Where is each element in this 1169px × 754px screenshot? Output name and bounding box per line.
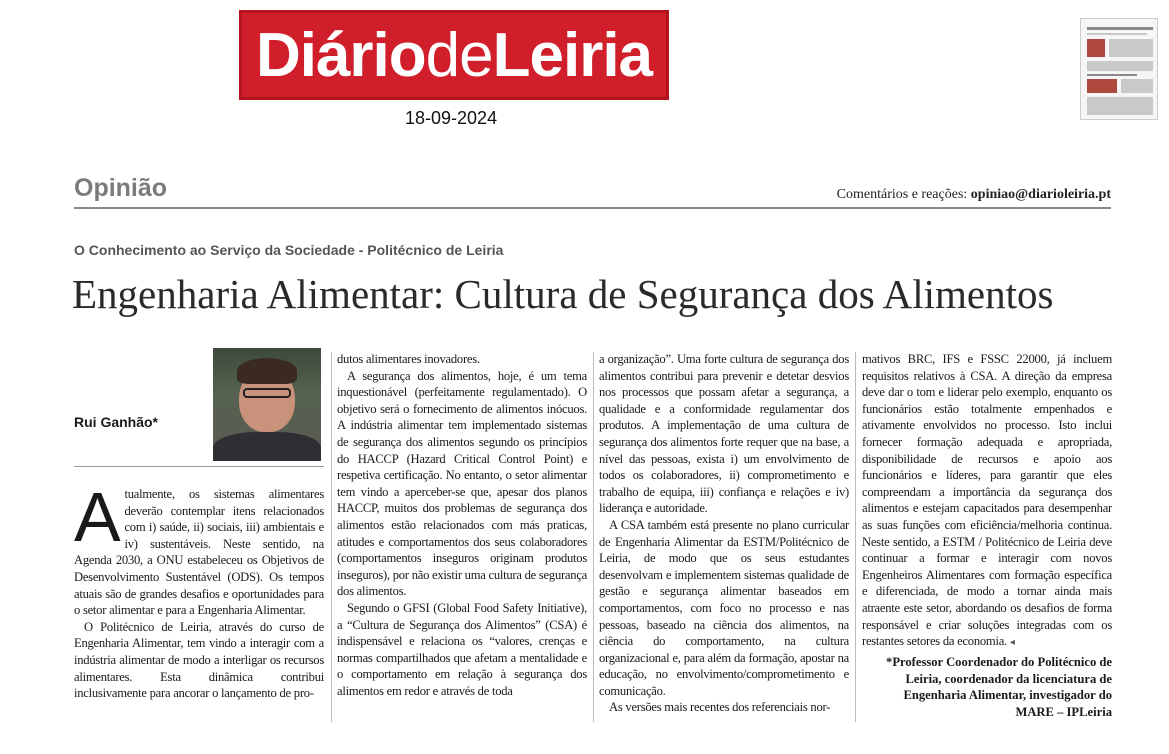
paragraph: O Politécnico de Leiria, através do curso de Engenharia Alimentar, tem vindo a interagir com a indústria alimentar de modo a interligar os recursos alimentares. Esta dinâmica contribui inclusivamente para ancorar o lançamento de pro- <box>74 619 324 701</box>
contact-line <box>837 187 1111 203</box>
section-divider <box>74 207 1111 209</box>
paragraph: A CSA também está presente no plano curricular de Engenharia Alimentar da ESTM/Politécnico de Leiria, de modo que os seus estudantes desenvolvam e implementem sistemas qualidade de gestão e segurança alimentar baseados em comportamentos, com foco no processo e nas pessoas, baseado na ciência dos alimentos, na ciência do comportamento, na cultura organizacional e, para além da formação, apostar na educação, no envolvimento/comprometimento e comunicação. <box>599 517 849 698</box>
paragraph: Segundo o GFSI (Global Food Safety Initiative), a “Cultura de Segurança dos Alimentos” (CSA) é indispensável e relaciona os “valores, crenças e normas compartilhados que afetam a mentalidade e o comportamento em relação à segurança dos alimentos em redor e através de toda <box>337 600 587 698</box>
logo-text-diario: Diário <box>255 20 426 90</box>
author-photo <box>213 348 321 461</box>
logo-text-leiria: Leiria <box>492 20 653 90</box>
article-column-1 <box>74 478 324 702</box>
article-column-4 <box>862 351 1112 652</box>
author-affiliation-note: *Professor Coordenador do Politécnico de Leiria, coordenador da licenciatura de Engenharia Alimentar, investigador do MARE – IPLeiria <box>886 655 1112 719</box>
newspaper-masthead-logo <box>239 10 669 100</box>
contact-email-link[interactable]: opiniao@diarioleiria.pt <box>970 187 1111 202</box>
logo-text-de: de <box>425 20 493 90</box>
drop-cap: A <box>74 478 121 556</box>
author-name: Rui Ganhão* <box>74 414 159 430</box>
paragraph: As versões mais recentes dos referenciais nor- <box>609 700 831 715</box>
article-kicker: O Conhecimento ao Serviço da Sociedade - Politécnico de Leiria <box>74 242 504 258</box>
paragraph: dutos alimentares inovadores. <box>337 352 480 366</box>
column-divider <box>331 352 332 722</box>
column-divider <box>593 352 594 722</box>
publication-date: 18-09-2024 <box>405 108 498 128</box>
article-column-3 <box>599 351 849 716</box>
paragraph: mativos BRC, IFS e FSSC 22000, já incluem requisitos relativos à CSA. A direção da empresa deve dar o tom e liderar pelo exemplo, enquanto os funcionários estão totalmente empenhados e ativamente envolvidos no processo. Isto inclui fornecer formação adequada e apropriada, disponibilidade de recursos e apoio aos funcionários e líderes, para garantir que eles compreendam a importância da segurança dos alimentos e estejam capacitados para desempenhar as suas funções com eficiência/melhoria continua. Neste sentido, a ESTM / Politécnico de Leiria deve continuar a formar e interagir com novos Engenheiros Alimentares com formação específica e diferenciada, de modo a tornar ainda mais atraente este setor, abordando os desafios de forma responsável e criar soluções integradas com os restantes setores da economia. ◂ <box>862 352 1112 649</box>
article-headline: Engenharia Alimentar: Cultura de Segurança dos Alimentos <box>72 271 1054 317</box>
paragraph: Atualmente, os sistemas alimentares deverão contemplar itens relacionados com i) saúde, ii) sociais, iii) ambientais e iv) sustentáveis. Neste sentido, na Agenda 2030, a ONU estabeleceu os Objetivos de Desenvolvimento Sustentável (ODS). Os tempos atuais são de grandes desafios e oportunidades para o setor alimentar e para a Engenharia Alimentar. <box>74 478 324 618</box>
column-divider <box>855 352 856 722</box>
page-thumbnail[interactable] <box>1080 18 1158 120</box>
section-title: Opinião <box>74 174 168 202</box>
paragraph: a organização”. Uma forte cultura de segurança dos alimentos contribui para prevenir e detetar desvios nos processos que possam afetar a segurança, a qualidade e a conformidade regulamentar dos produtos. A implementação de uma cultura de segurança dos alimentos forte requer que na base, a nível das pessoas, exista i) um envolvimento de todos os colaboradores, ii) comprometimento e trabalho de equipa, iii) confiança e relações e iv) liderança e autoridade. <box>599 352 849 516</box>
end-of-article-icon: ◂ <box>1009 637 1015 649</box>
paragraph: A segurança dos alimentos, hoje, é um tema inquestionável (perfeitamente regulamentado). O objetivo será o fornecimento de alimentos inócuos. A indústria alimentar tem implementado sistemas de segurança dos alimentos segundo os princípios do HACCP (Hazard Critical Control Point) e respetiva certificação. No entanto, o setor alimentar tem vindo a aperceber-se que, apesar dos planos HACCP, muitos dos problemas de segurança dos alimentos estão relacionados com más praticas, atitudes e comportamentos dos seus colaboradores (comportamentos inseguros originam produtos inseguros), por não existir uma cultura de segurança dos alimentos. <box>337 368 587 599</box>
article-column-2 <box>337 351 587 699</box>
author-divider <box>74 466 324 467</box>
contact-label: Comentários e reações: <box>836 187 968 202</box>
